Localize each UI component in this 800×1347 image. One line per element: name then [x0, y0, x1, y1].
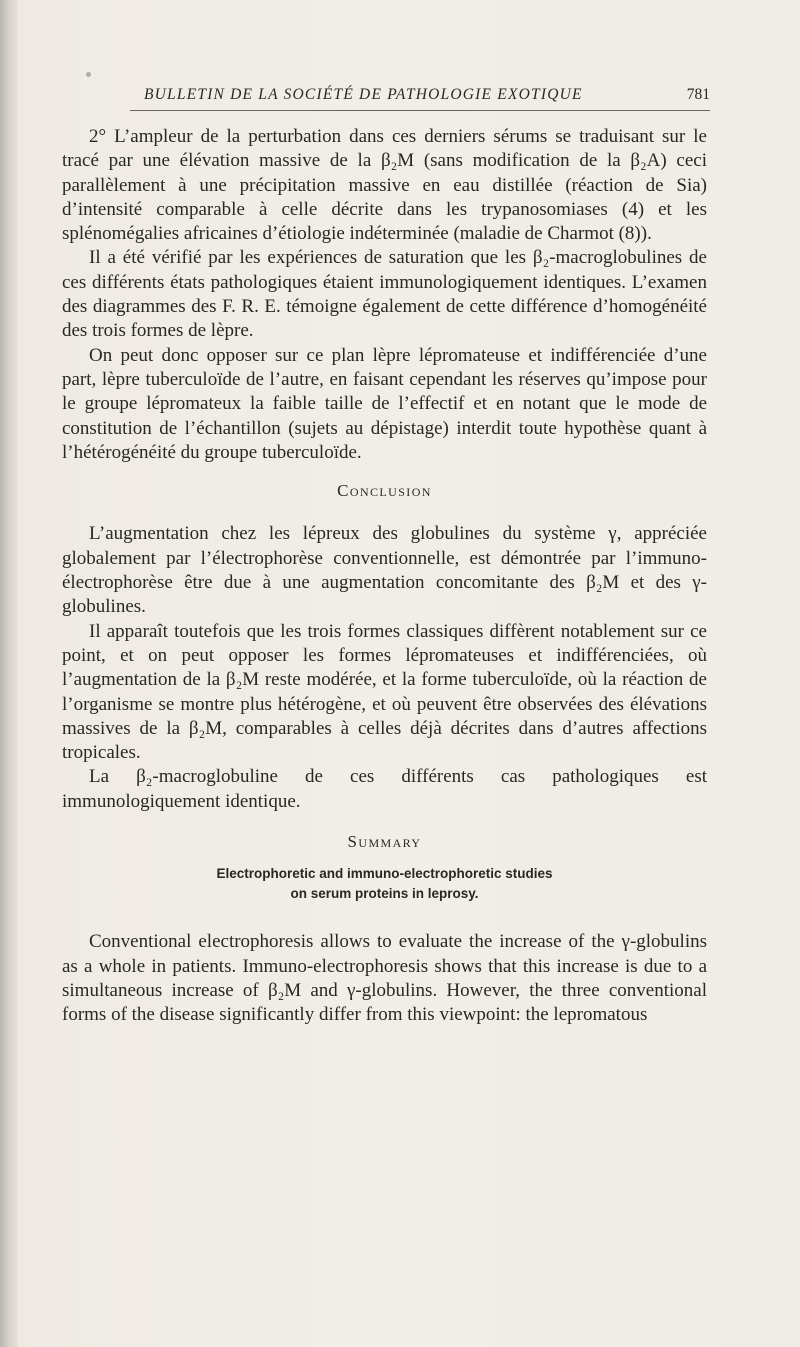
- summary-title-line: on serum proteins in leprosy.: [290, 886, 479, 902]
- paragraph: Il a été vérifié par les expériences de saturation que les β₂-macroglobulines de ces différents états pathologiques étaient immunologiquement identiques. L’examen des diagrammes des F. R. E. témoigne également de cette différence d’homogénéité des trois formes de lèpre.: [62, 247, 707, 342]
- summary-title: [62, 864, 707, 904]
- page-number: 781: [686, 86, 710, 103]
- page-mark: [86, 72, 91, 77]
- body-text: [62, 125, 707, 1028]
- summary-title-line: Electrophoretic and immuno-electrophoretic studies: [216, 866, 553, 882]
- page-binding-shadow: [0, 0, 18, 1347]
- summary-heading: Summary: [347, 832, 422, 852]
- running-title: BULLETIN DE LA SOCIÉTÉ DE PATHOLOGIE EXOTIQUE: [144, 86, 583, 103]
- paragraph: 2° L’ampleur de la perturbation dans ces derniers sérums se traduisant sur le tracé par une élévation massive de la β₂M (sans modification de la β₂A) ceci parallèlement à une précipitation massive en eau distillée (réaction de Sia) d’intensité comparable à celle décrite dans les trypanosomiases (4) et les splénomégalies africaines d’étiologie indéterminée (maladie de Charmot (8)).: [62, 126, 707, 245]
- paragraph: La β₂-macroglobuline de ces différents cas pathologiques est immunologiquement identique.: [62, 766, 707, 812]
- paragraph: L’augmentation chez les lépreux des globulines du système γ, appréciée globalement par l’électrophorèse conventionnelle, est démontrée par l’immuno-électrophorèse être due à une augmentation concomitante des β₂M et des γ-globulines.: [62, 523, 707, 618]
- conclusion-heading: Conclusion: [337, 481, 432, 501]
- header-rule: [130, 110, 710, 111]
- summary-paragraph: Conventional electrophoresis allows to evaluate the increase of the γ-globulins as a whole in patients. Immuno-electrophoresis shows that this increase is due to a simultaneous increase of β₂M and γ-globulins. However, the three conventional forms of the disease significantly differ from this viewpoint: the lepromatous: [62, 931, 707, 1026]
- paragraph: Il apparaît toutefois que les trois formes classiques diffèrent notablement sur ce point, et on peut opposer les formes lépromateuses et indifférenciées, où l’augmentation de la β₂M reste modérée, et la forme tuberculoïde, où la réaction de l’organisme se montre plus hétérogène, et où peuvent être observées des élévations massives de la β₂M, comparables à celles déjà décrites dans d’autres affections tropicales.: [62, 620, 707, 764]
- paragraph: On peut donc opposer sur ce plan lèpre lépromateuse et indifférenciée d’une part, lèpre tuberculoïde de l’autre, en faisant cependant les réserves qu’impose pour le groupe lépromateux la faible taille de l’effectif et en notant que le mode de constitution de l’échantillon (sujets au dépistage) interdit toute hypothèse quant à l’hétérogénéité du groupe tuberculoïde.: [62, 344, 707, 463]
- page-header: [130, 84, 710, 110]
